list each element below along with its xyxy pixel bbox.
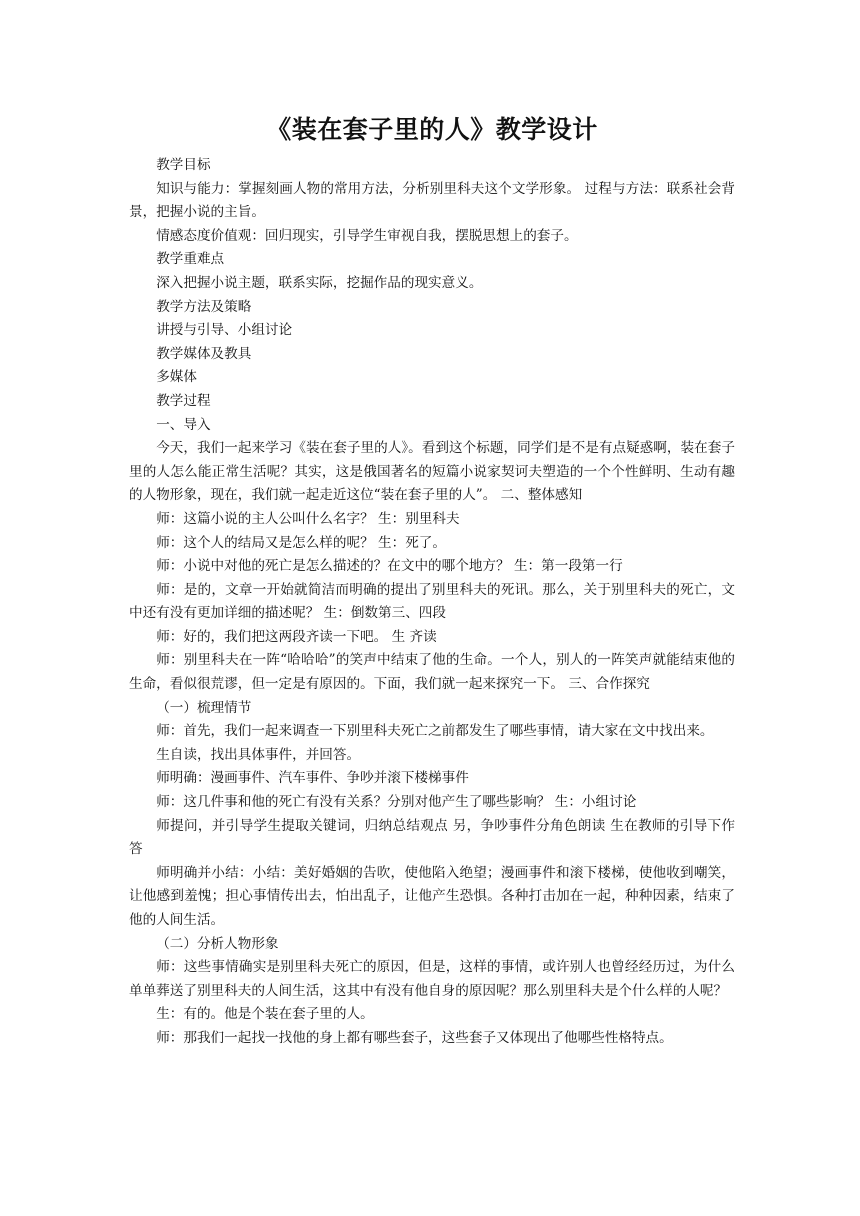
paragraph: 生自读，找出具体事件，并回答。: [156, 746, 361, 763]
paragraph: 师：这些事情确实是别里科夫死亡的原因，但是，这样的事情，或许别人也曾经经历过，为什么单单葬送了别里科夫的人间生活，这其中有没有他自身的原因呢？那么别里科夫是个什么样的人呢？: [129, 959, 735, 999]
paragraph: 讲授与引导、小组讨论: [156, 322, 293, 339]
paragraph: 师提问，并引导学生提取关键词，归纳总结观点 另，争吵事件分角色朗读 生在教师的引导下作答: [129, 817, 735, 858]
document-page: [129, 110, 735, 1051]
paragraph: 教学过程: [156, 392, 211, 409]
paragraph: 师明确：漫画事件、汽车事件、争吵并滚下楼梯事件: [156, 770, 469, 787]
paragraph: 师：这几件事和他的死亡有没有关系？分别对他产生了哪些影响？ 生：小组讨论: [156, 794, 637, 811]
paragraph: 教学方法及策略: [156, 298, 252, 315]
paragraph: 师明确并小结：小结：美好婚姻的告吹，使他陷入绝望；漫画事件和滚下楼梯，使他收到嘲笑，让他感到羞愧；担心事情传出去，怕出乱子，让他产生恐惧。各种打击加在一起，种种因素，结束了他的人间生活。: [129, 864, 735, 928]
paragraph: 深入把握小说主题，联系实际，挖掘作品的现实意义。: [156, 274, 483, 291]
paragraph: 今天，我们一起来学习《装在套子里的人》。看到这个标题，同学们是不是有点疑惑啊，装在套子里的人怎么能正常生活呢？其实，这是俄国著名的短篇小说家契诃夫塑造的一个个性鲜明、生动有趣的人物形象，现在，我们就一起走近这位“装在套子里的人”。 二、整体感知: [129, 440, 735, 504]
paragraph: 师：那我们一起找一找他的身上都有哪些套子，这些套子又体现出了他哪些性格特点。: [156, 1029, 673, 1046]
paragraph: 师：别里科夫在一阵“哈哈哈”的笑声中结束了他的生命。一个人，别人的一阵笑声就能结束他的生命，看似很荒谬，但一定是有原因的。下面，我们就一起来探究一下。 三、合作探究: [129, 652, 735, 693]
paragraph: 师：首先，我们一起来调查一下别里科夫死亡之前都发生了哪些事情，请大家在文中找出来。: [156, 723, 714, 740]
paragraph: 情感态度价值观：回归现实，引导学生审视自我，摆脱思想上的套子。: [156, 227, 578, 244]
paragraph: 教学重难点: [156, 251, 225, 268]
paragraph: 一、导入: [156, 416, 211, 433]
document-body: [129, 154, 735, 1051]
paragraph: 生：有的。他是个装在套子里的人。: [156, 1006, 374, 1023]
paragraph: 师：这篇小说的主人公叫什么名字？ 生：别里科夫: [156, 510, 460, 527]
paragraph: （一）梳理情节: [156, 699, 252, 716]
paragraph: 知识与能力：掌握刻画人物的常用方法，分析别里科夫这个文学形象。 过程与方法：联系社会背景，把握小说的主旨。: [129, 180, 735, 221]
paragraph: 多媒体: [156, 369, 197, 386]
paragraph: 师：是的，文章一开始就简洁而明确的提出了别里科夫的死讯。那么，关于别里科夫的死亡，文中还有没有更加详细的描述呢？ 生：倒数第三、四段: [129, 581, 735, 622]
paragraph: （二）分析人物形象: [156, 935, 279, 952]
document-title: 《装在套子里的人》教学设计: [266, 115, 598, 144]
paragraph: 师：这个人的结局又是怎么样的呢？ 生：死了。: [156, 534, 446, 551]
paragraph: 师：小说中对他的死亡是怎么描述的？在文中的哪个地方？ 生：第一段第一行: [156, 558, 623, 575]
paragraph: 教学目标: [156, 157, 211, 173]
paragraph: 教学媒体及教具: [156, 345, 252, 362]
paragraph: 师：好的，我们把这两段齐读一下吧。 生 齐读: [156, 628, 437, 645]
